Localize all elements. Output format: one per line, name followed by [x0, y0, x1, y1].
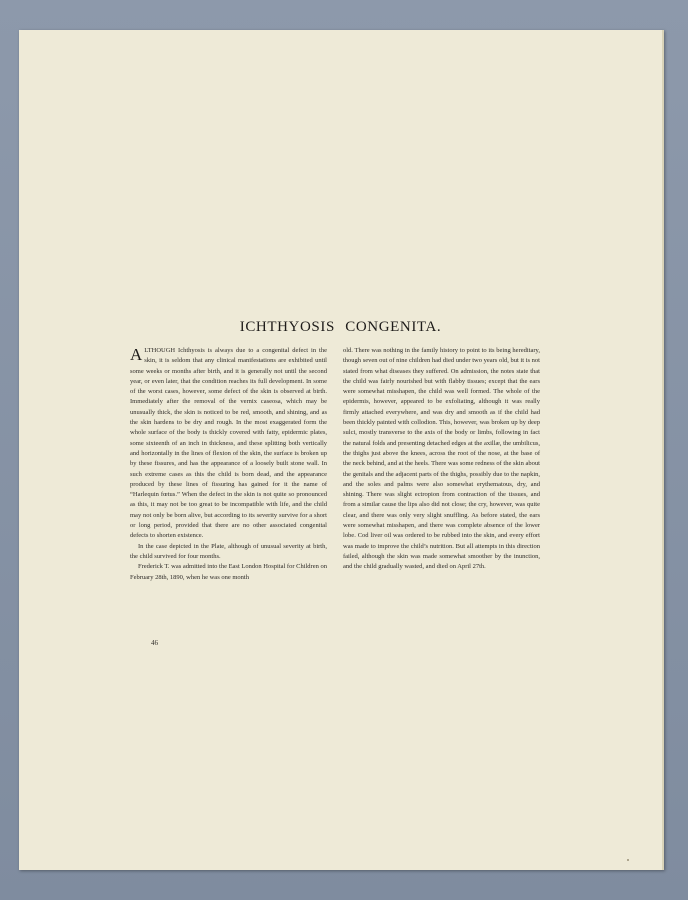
page-number: 46 — [151, 639, 158, 647]
paragraph-4: old. There was nothing in the family history to point to its being hereditary, though seven out of nine children had died under two years old, but it is not stated from what diseases they suffered. On admission, the notes state that the child was fairly nourished but with flabby tissues; except that the ears were somewhat misshapen, the child was well formed. The whole of the epidermis, however, appeared to be exfoliating, although it was really firmly attached everywhere, and was dry and smooth as if the child had been thickly painted with collodion. This, however, was broken up by deep sulci, mostly transverse to the axis of the body or limbs, following in fact the natural folds and presenting detached edges at the axillæ, the umbilicus, the thighs just above the knees, across the root of the nose, at the base of the neck behind, and at the heels. There was some redness of the skin about the genitals and the adjacent parts of the thighs, possibly due to the napkin, and the soles and palms were also somewhat erythematous, dry, and shining. There was slight ectropion from contraction of the tissues, and from a similar cause the lips also did not close; the cry, however, was quite clear, and there was only very slight snuffling. As before stated, the ears were somewhat misshapen, and there was complete absence of the lower lobe. Cod liver oil was ordered to be rubbed into the skin, and every effort was made to improve the child’s nutrition. But all attempts in this direction failed, although the skin was made somewhat smoother by the inunction, and the child gradually wasted, and died on April 27th. — [343, 347, 540, 571]
document-page — [19, 30, 664, 870]
paragraph-3: Frederick T. was admitted into the East London Hospital for Children on February 28th, 1890, when he was one month — [130, 563, 327, 581]
page-title: ICHTHYOSIS CONGENITA. — [239, 319, 442, 335]
drop-cap: A — [130, 345, 143, 364]
paragraph-1-text: LTHOUGH Ichthyosis is always due to a congenital defect in the skin, it is seldom that any clinical manifestations are exhibited until some weeks or months after birth, and it is generally not until the second year, or even later, that the condition reaches its full development. In some of the worst cases, however, some defect of the skin is observed at birth. Immediately after the removal of the vernix caseosa, which may be unusually thick, the skin is noticed to be red, smooth, and shining, and as the skin hardens to be dry and rough. In the most exaggerated form the whole surface of the body is thickly covered with fatty, epidermic plates, some sixteenth of an inch in thickness, and these splitting both vertically and horizontally in the lines of flexion of the skin, the surface is broken up by these fissures, and has the appearance of a loosely built stone wall. In such extreme cases as this the child is born dead, and the appearance produced by these lines of fissuring has gained for it the name of “Harlequin fœtus.” When the defect in the skin is not quite so pronounced as this, it may not be too great to be incompatible with life, and the child may not only be born alive, but according to its severity survive for a short or long period, provided that there are no other associated congenital defects to shorten existence. — [130, 347, 327, 540]
paragraph-1 — [130, 346, 327, 542]
right-text-column — [343, 346, 540, 573]
left-text-column — [130, 346, 327, 583]
paragraph-2: In the case depicted in the Plate, although of unusual severity at birth, the child survived for four months. — [130, 542, 327, 560]
paper-speck — [627, 859, 629, 861]
